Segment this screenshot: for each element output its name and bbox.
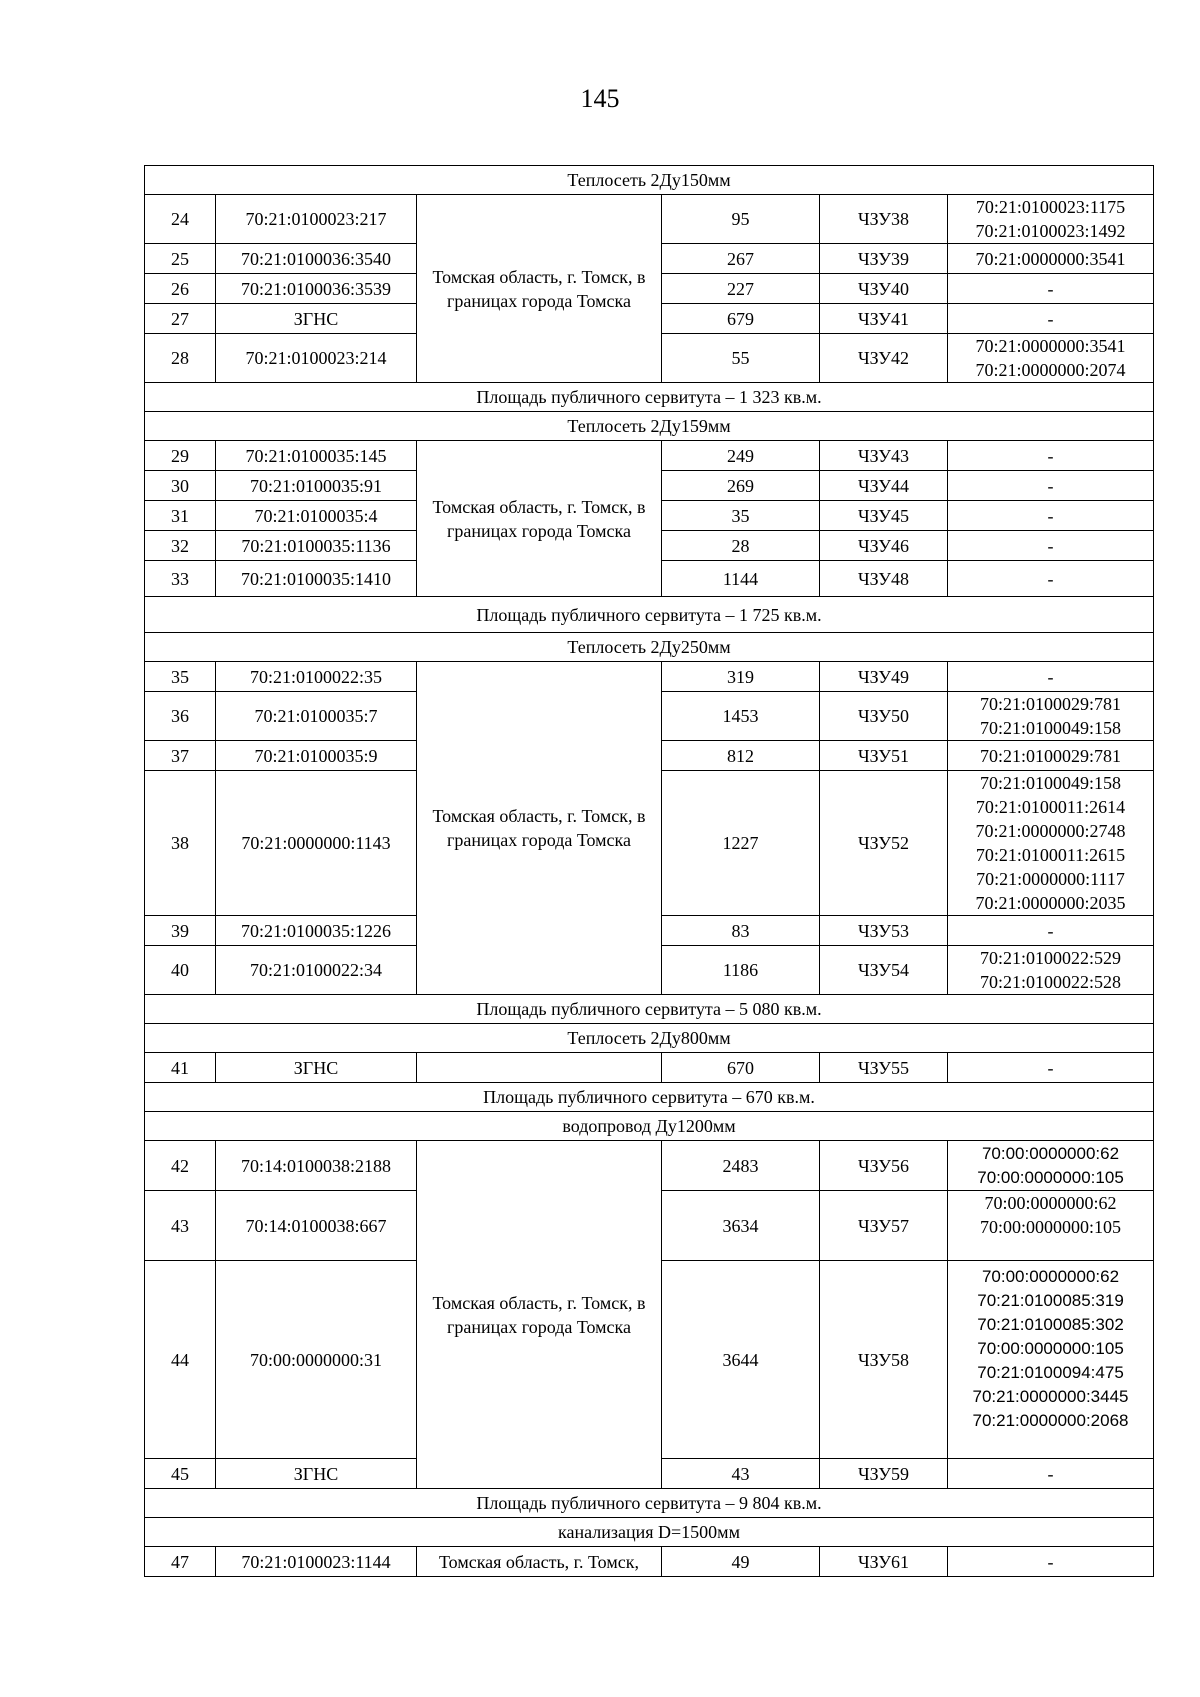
section-total: Площадь публичного сервитута – 670 кв.м. bbox=[145, 1083, 1154, 1112]
section-header: канализация D=1500мм bbox=[145, 1518, 1154, 1547]
table-row: 26 70:21:0100036:3539 227 ЧЗУ40 - bbox=[145, 274, 1154, 304]
table-row: 24 70:21:0100023:217 Томская область, г. Томск, в границах города Томска 95 ЧЗУ38 70:21:0100023:1175 70:21:0100023:1492 bbox=[145, 195, 1154, 244]
related-parcel: 70:21:0100022:529 bbox=[980, 948, 1122, 968]
address-cell-empty bbox=[417, 1053, 662, 1083]
section-header: Теплосеть 2Ду250мм bbox=[145, 633, 1154, 662]
table-row: 37 70:21:0100035:9 812 ЧЗУ51 70:21:0100029:781 bbox=[145, 741, 1154, 771]
table-row: 44 70:00:0000000:31 3644 ЧЗУ58 70:00:0000000:62 70:21:0100085:319 70:21:0100085:302 70:00:0000000:105 70:21:0100094:475 70:21:0000000:3445 70:21:0000000:2068 bbox=[145, 1261, 1154, 1459]
address-cell: Томская область, г. Томск, в границах города Томска bbox=[417, 662, 662, 995]
related-parcel: 70:00:0000000:62 bbox=[981, 1143, 1120, 1163]
table-row: 27 ЗГНС 679 ЧЗУ41 - bbox=[145, 304, 1154, 334]
related-parcel: 70:21:0100049:158 bbox=[980, 773, 1122, 793]
related-parcel: 70:21:0100094:475 bbox=[977, 1363, 1124, 1382]
related-parcel: 70:21:0100023:1492 bbox=[975, 221, 1126, 241]
table-row: 36 70:21:0100035:7 1453 ЧЗУ50 70:21:0100029:781 70:21:0100049:158 bbox=[145, 692, 1154, 741]
related-parcel: 70:21:0000000:2035 bbox=[975, 893, 1126, 913]
table-row: 35 70:21:0100022:35 Томская область, г. Томск, в границах города Томска 319 ЧЗУ49 - bbox=[145, 662, 1154, 692]
section-total: Площадь публичного сервитута – 1 323 кв.м. bbox=[145, 383, 1154, 412]
related-parcel: 70:21:0100029:781 bbox=[980, 694, 1122, 714]
related-parcel: 70:00:0000000:105 bbox=[977, 1339, 1124, 1358]
related-parcel: 70:21:0100085:302 bbox=[977, 1315, 1124, 1334]
related-parcel: 70:21:0000000:2068 bbox=[972, 1411, 1129, 1430]
table-row: 43 70:14:0100038:667 3634 ЧЗУ57 70:00:0000000:62 70:00:0000000:105 bbox=[145, 1191, 1154, 1261]
table-row: 30 70:21:0100035:91 269 ЧЗУ44 - bbox=[145, 471, 1154, 501]
table-row: 31 70:21:0100035:4 35 ЧЗУ45 - bbox=[145, 501, 1154, 531]
table-row: 41 ЗГНС 670 ЧЗУ55 - bbox=[145, 1053, 1154, 1083]
related-parcel: 70:00:0000000:105 bbox=[977, 1167, 1124, 1187]
table-row: 28 70:21:0100023:214 55 ЧЗУ42 70:21:0000000:3541 70:21:0000000:2074 bbox=[145, 334, 1154, 383]
related-parcel: 70:00:0000000:62 bbox=[984, 1193, 1117, 1213]
table-row: 33 70:21:0100035:1410 1144 ЧЗУ48 - bbox=[145, 561, 1154, 597]
page-number: 145 bbox=[580, 84, 620, 113]
related-parcel: 70:21:0100011:2615 bbox=[975, 845, 1126, 865]
section-header: Теплосеть 2Ду159мм bbox=[145, 412, 1154, 441]
related-parcel: 70:21:0100049:158 bbox=[980, 718, 1122, 738]
address-cell: Томская область, г. Томск, в границах города Томска bbox=[417, 1141, 662, 1489]
address-cell: Томская область, г. Томск, в границах города Томска bbox=[417, 441, 662, 597]
section-header: водопровод Ду1200мм bbox=[145, 1112, 1154, 1141]
section-total: Площадь публичного сервитута – 1 725 кв.м. bbox=[145, 597, 1154, 633]
address-cell: Томская область, г. Томск, bbox=[417, 1547, 662, 1577]
table-row: 38 70:21:0000000:1143 1227 ЧЗУ52 70:21:0100049:158 70:21:0100011:2614 70:21:0000000:2748 70:21:0100011:2615 70:21:0000000:1117 70:21:0000000:2035 bbox=[145, 771, 1154, 916]
related-parcel: 70:21:0000000:3541 bbox=[975, 336, 1126, 356]
section-header: Теплосеть 2Ду800мм bbox=[145, 1024, 1154, 1053]
related-parcel: 70:21:0100085:319 bbox=[977, 1291, 1124, 1310]
easement-table bbox=[144, 165, 1154, 1577]
section-total: Площадь публичного сервитута – 9 804 кв.м. bbox=[145, 1489, 1154, 1518]
table-row: 32 70:21:0100035:1136 28 ЧЗУ46 - bbox=[145, 531, 1154, 561]
table-row: 39 70:21:0100035:1226 83 ЧЗУ53 - bbox=[145, 916, 1154, 946]
related-parcel: 70:21:0100023:1175 bbox=[975, 197, 1126, 217]
related-parcel: 70:21:0100011:2614 bbox=[975, 797, 1126, 817]
section-total: Площадь публичного сервитута – 5 080 кв.м. bbox=[145, 995, 1154, 1024]
related-parcel: 70:00:0000000:62 bbox=[981, 1267, 1120, 1286]
related-parcel: 70:21:0000000:3445 bbox=[972, 1387, 1129, 1406]
table-row: 47 70:21:0100023:1144 Томская область, г. Томск, 49 ЧЗУ61 - bbox=[145, 1547, 1154, 1577]
table-row: 45 ЗГНС 43 ЧЗУ59 - bbox=[145, 1459, 1154, 1489]
table-row: 25 70:21:0100036:3540 267 ЧЗУ39 70:21:0000000:3541 bbox=[145, 244, 1154, 274]
table-row: 29 70:21:0100035:145 Томская область, г. Томск, в границах города Томска 249 ЧЗУ43 - bbox=[145, 441, 1154, 471]
table-row: 42 70:14:0100038:2188 Томская область, г. Томск, в границах города Томска 2483 ЧЗУ56 70:00:0000000:62 70:00:0000000:105 bbox=[145, 1141, 1154, 1191]
section-header: Теплосеть 2Ду150мм bbox=[145, 166, 1154, 195]
related-parcel: 70:21:0000000:1117 bbox=[976, 869, 1125, 889]
table-row: 40 70:21:0100022:34 1186 ЧЗУ54 70:21:0100022:529 70:21:0100022:528 bbox=[145, 946, 1154, 995]
related-parcel: 70:21:0100022:528 bbox=[980, 972, 1122, 992]
related-parcel: 70:21:0000000:2074 bbox=[975, 360, 1126, 380]
related-parcel: 70:00:0000000:105 bbox=[980, 1217, 1122, 1237]
address-cell: Томская область, г. Томск, в границах города Томска bbox=[417, 195, 662, 383]
related-parcel: 70:21:0000000:2748 bbox=[975, 821, 1126, 841]
